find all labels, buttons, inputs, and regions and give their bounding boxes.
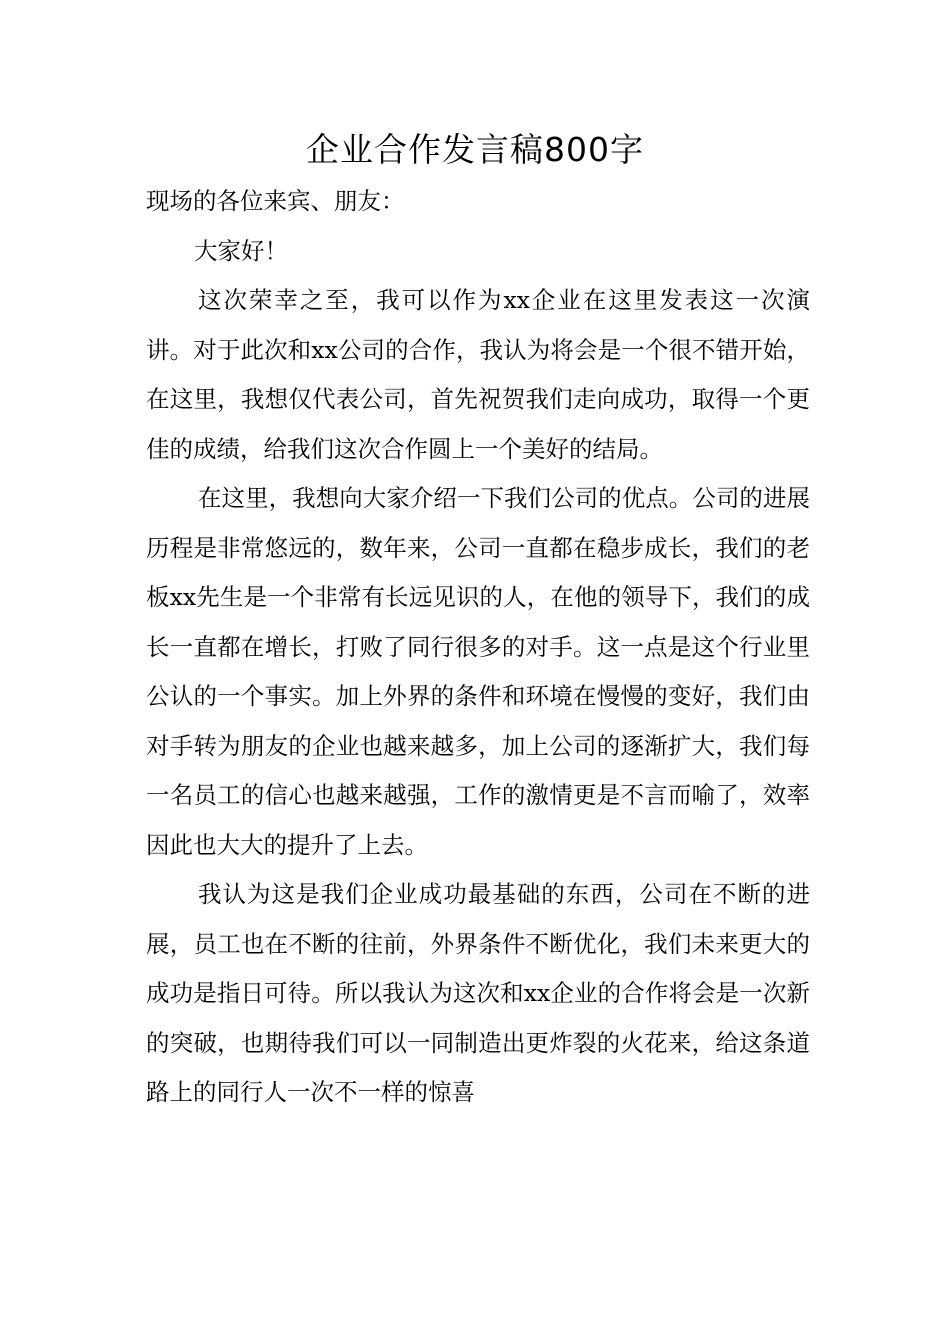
paragraph-2: 在这里，我想向大家介绍一下我们公司的优点。公司的进展历程是非常悠远的，数年来，公司一直都在稳步成长，我们的老板xx先生是一个非常有长远见识的人，在他的领导下，我们的成长一直都在增长，打败了同行很多的对手。这一点是这个行业里公认的一个事实。加上外界的条件和环境在慢慢的变好，我们由对手转为朋友的企业也越来越多，加上公司的逐渐扩大，我们每一名员工的信心也越来越强，工作的激情更是不言而喻了，效率因此也大大的提升了上去。: [146, 484, 810, 859]
document-body: [146, 177, 810, 1118]
greeting-line: 大家好！: [194, 236, 288, 265]
salutation-line: 现场的各位来宾、朋友：: [146, 187, 405, 215]
paragraph-1: 这次荣幸之至，我可以作为xx企业在这里发表这一次演讲。对于此次和xx公司的合作，我认为将会是一个很不错开始，在这里，我想仅代表公司，首先祝贺我们走向成功，取得一个更佳的成绩，给我们这次合作圆上一个美好的结局。: [146, 286, 810, 463]
document-title: 企业合作发言稿800字: [306, 130, 644, 169]
paragraph-3: 我认为这是我们企业成功最基础的东西，公司在不断的进展，员工也在不断的往前，外界条件不断优化，我们未来更大的成功是指日可待。所以我认为这次和xx企业的合作将会是一次新的突破，也期待我们可以一同制造出更炸裂的火花来，给这条道路上的同行人一次不一样的惊喜: [146, 880, 810, 1106]
